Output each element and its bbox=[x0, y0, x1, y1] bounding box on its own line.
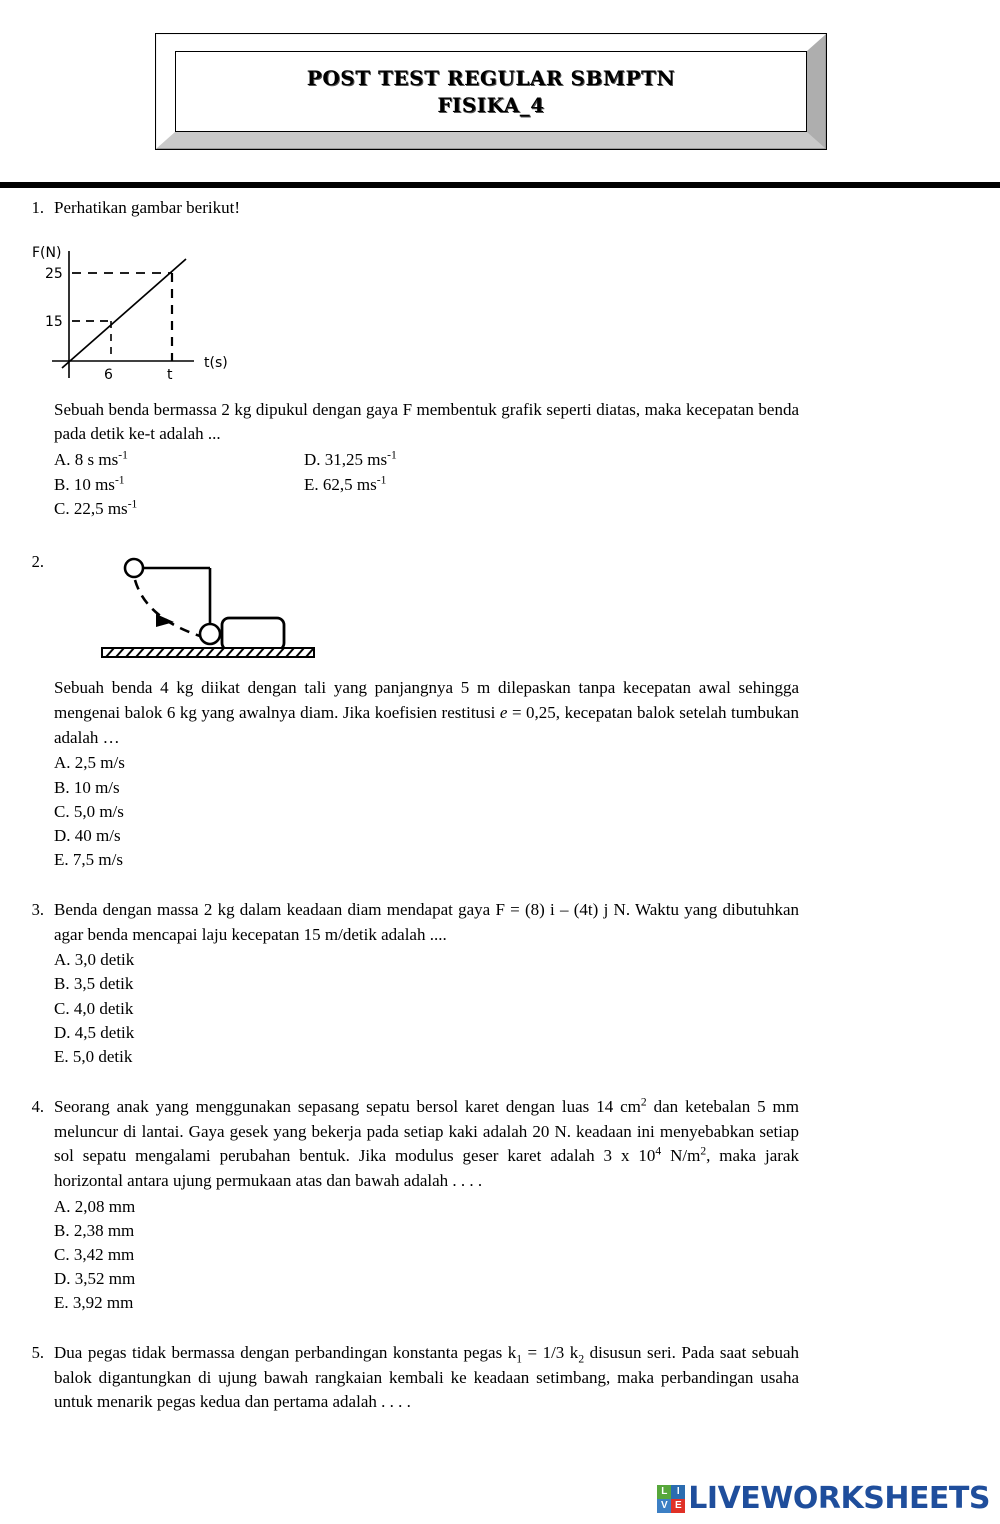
question-1-option-d[interactable]: D. 31,25 $ms^{-1}$ bbox=[304, 448, 397, 469]
pendulum-direction-arrow bbox=[156, 614, 174, 627]
question-1-option-e[interactable]: E. 62,5 $ms^{-1}$ bbox=[304, 472, 387, 494]
question-2 bbox=[0, 550, 1000, 872]
question-1-figure-graph bbox=[14, 233, 1000, 388]
question-3-option-d[interactable]: D. 4,5 detik bbox=[54, 1022, 135, 1042]
header-divider-rule bbox=[0, 182, 1000, 188]
question-4-sup-m2: 2 bbox=[700, 1144, 707, 1158]
question-1-option-a[interactable]: A. 8 s $ms^{-1}$ bbox=[54, 448, 128, 469]
question-3-option-b[interactable]: B. 3,5 detik bbox=[54, 974, 134, 994]
question-1-number: 1. bbox=[31, 198, 44, 217]
question-5 bbox=[0, 1341, 1000, 1415]
question-1-body bbox=[54, 196, 240, 221]
question-2-body bbox=[54, 676, 799, 872]
question-1-option-c[interactable]: C. 22,5 $ms^{-1}$ bbox=[54, 497, 138, 519]
question-1-option-b[interactable]: B. 10 $ms^{-1}$ bbox=[54, 472, 125, 494]
logo-square-i: I bbox=[671, 1485, 685, 1499]
page-title bbox=[175, 51, 807, 132]
question-2-statement-part2: = 0,25, kecepatan balok setelah tumbukan adalah … bbox=[54, 703, 800, 747]
question-2-statement-part1: Sebuah benda 4 kg diikat dengan tali yang panjangnya 5 m dilepaskan tanpa kecepatan awal sehingga mengenai balok 6 kg yang awalnya diam. Jika koefisien restitusi bbox=[54, 678, 799, 723]
logo-wordmark: LIVEWORKSHEETS bbox=[688, 1481, 990, 1516]
question-2-option-d[interactable]: D. 40 m/s bbox=[54, 825, 121, 845]
question-1 bbox=[0, 196, 1000, 522]
graph-x-axis-label: t(s) bbox=[204, 354, 228, 371]
question-2-figure-body bbox=[54, 550, 324, 677]
block-object bbox=[222, 618, 284, 650]
graph-xtick-6: 6 bbox=[104, 366, 113, 383]
question-2-restitution-symbol: e bbox=[499, 703, 508, 723]
pendulum-swing-arc bbox=[135, 580, 200, 636]
title-frame bbox=[155, 33, 827, 150]
question-5-part1: Dua pegas tidak bermassa dengan perbandingan konstanta pegas k bbox=[54, 1343, 517, 1363]
question-4-option-e[interactable]: E. 3,92 mm bbox=[54, 1293, 134, 1312]
question-1-prompt: Perhatikan gambar berikut! bbox=[54, 198, 240, 217]
title-line-2: FISIKA_4 bbox=[437, 92, 545, 117]
question-2-figure-diagram bbox=[94, 556, 324, 669]
question-2-option-a[interactable]: A. 2,5 m/s bbox=[54, 753, 125, 773]
question-4-number: 4. bbox=[31, 1096, 44, 1116]
question-4-statement bbox=[54, 1095, 799, 1194]
graph-y-axis-label: F(N) bbox=[32, 244, 62, 261]
question-5-part3: disusun seri. Pada saat sebuah balok digantungkan di ujung bawah rangkaian kembali ke keadaan setimbang, maka perbandingan usaha untuk menarik pegas kedua dan pertama adalah . . . . bbox=[54, 1343, 800, 1412]
force-time-graph-svg bbox=[14, 233, 274, 383]
question-4-part4: , maka jarak horizontal antara ujung permukaan atas dan bawah adalah . . . . bbox=[54, 1146, 799, 1190]
question-2-statement bbox=[54, 676, 799, 750]
pendulum-ball-contact bbox=[200, 624, 220, 644]
question-4 bbox=[0, 1095, 1000, 1315]
question-2-number: 2. bbox=[31, 551, 44, 571]
graph-ytick-15: 15 bbox=[45, 313, 63, 330]
graph-data-line bbox=[62, 259, 186, 368]
graph-xtick-t: t bbox=[167, 366, 173, 383]
question-4-part3: N/m bbox=[661, 1146, 701, 1166]
question-1-statement: Sebuah benda bermassa 2 kg dipukul dengan gaya F membentuk grafik seperti diatas, maka kecepatan benda pada detik ke-t adalah ... bbox=[54, 399, 799, 444]
question-5-body bbox=[54, 1341, 799, 1415]
title-line-1: POST TEST REGULAR SBMPTN bbox=[306, 65, 676, 90]
question-4-option-c[interactable]: C. 3,42 mm bbox=[54, 1244, 135, 1264]
questions-container bbox=[0, 196, 1000, 1415]
question-5-sub-k2: 2 bbox=[578, 1352, 585, 1366]
question-3-option-c[interactable]: C. 4,0 detik bbox=[54, 998, 134, 1018]
question-3 bbox=[0, 898, 1000, 1069]
pendulum-block-svg bbox=[94, 556, 324, 661]
pendulum-ball-raised bbox=[125, 559, 143, 577]
question-3-body bbox=[54, 898, 799, 1069]
logo-square-e: E bbox=[671, 1499, 685, 1513]
question-4-options bbox=[54, 1195, 799, 1316]
graph-ytick-25: 25 bbox=[45, 265, 63, 282]
question-4-option-b[interactable]: B. 2,38 mm bbox=[54, 1220, 135, 1240]
question-2-option-c[interactable]: C. 5,0 m/s bbox=[54, 801, 124, 821]
question-1-options bbox=[54, 448, 799, 522]
question-5-statement bbox=[54, 1341, 799, 1415]
question-4-sup-exp4: 4 bbox=[655, 1144, 662, 1158]
liveworksheets-logo[interactable] bbox=[657, 1481, 990, 1516]
question-5-part2: = 1/3 k bbox=[522, 1343, 579, 1363]
question-1-statement-body bbox=[54, 398, 799, 522]
logo-square-l: L bbox=[657, 1485, 671, 1499]
logo-squares-grid bbox=[657, 1485, 685, 1513]
question-2-option-e[interactable]: E. 7,5 m/s bbox=[54, 849, 123, 869]
logo-square-v: V bbox=[657, 1499, 671, 1513]
question-3-option-e[interactable]: E. 5,0 detik bbox=[54, 1046, 133, 1066]
question-4-part2: dan ketebalan 5 mm meluncur di lantai. Gaya gesek yang bekerja pada setiap kaki adalah 20 N. keadaan ini menyebabkan setiap sol sepatu mengalami perubahan bentuk. Jika modulus geser karet adalah 3 x 10 bbox=[54, 1096, 799, 1166]
question-5-number: 5. bbox=[31, 1343, 44, 1363]
question-4-option-d[interactable]: D. 3,52 mm bbox=[54, 1268, 136, 1288]
question-2-option-b[interactable]: B. 10 m/s bbox=[54, 777, 120, 797]
question-4-sup-cm2: 2 bbox=[640, 1095, 647, 1109]
question-4-option-a[interactable]: A. 2,08 mm bbox=[54, 1196, 136, 1216]
question-4-body bbox=[54, 1095, 799, 1315]
question-5-sub-k1: 1 bbox=[516, 1352, 522, 1366]
question-3-number: 3. bbox=[31, 900, 44, 920]
question-2-options bbox=[54, 751, 799, 872]
question-3-statement: Benda dengan massa 2 kg dalam keadaan diam mendapat gaya F = (8) i – (4t) j N. Waktu yang dibutuhkan agar benda mencapai laju kecepatan 15 m/detik adalah .... bbox=[54, 900, 799, 944]
question-4-part1: Seorang anak yang menggunakan sepasang sepatu bersol karet dengan luas 14 cm bbox=[54, 1096, 641, 1116]
question-3-options bbox=[54, 948, 799, 1069]
question-3-option-a[interactable]: A. 3,0 detik bbox=[54, 950, 135, 970]
